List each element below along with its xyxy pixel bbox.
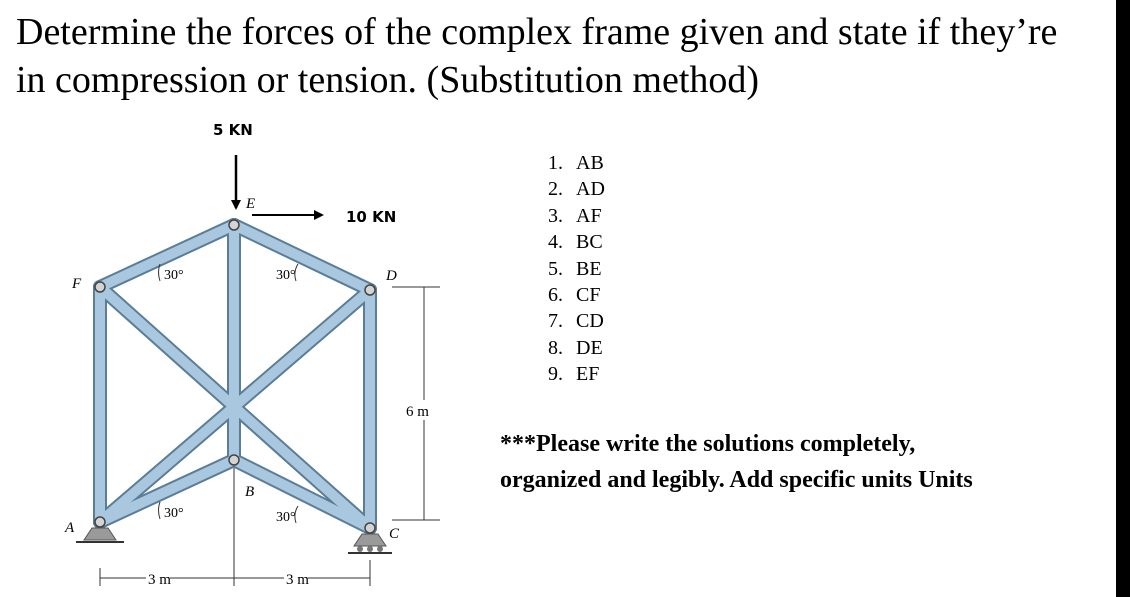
frame-diagram — [0, 0, 480, 597]
angle-bottom-mid: 30° — [276, 510, 296, 525]
list-item: 7. CD — [548, 310, 604, 333]
angle-bottom-left: 30° — [164, 506, 184, 521]
height-label: 6 m — [406, 404, 429, 420]
member-de — [234, 225, 370, 290]
pin-e — [229, 220, 239, 230]
load-10kn-label: 10 KN — [346, 208, 397, 226]
joint-label-b: B — [245, 484, 255, 500]
pin-f — [95, 282, 105, 292]
members — [100, 225, 370, 528]
list-item: 4. BC — [548, 231, 603, 254]
pin-b — [229, 455, 239, 465]
right-span-label: 3 m — [286, 572, 309, 588]
joint-label-a: A — [65, 520, 75, 536]
note-line-1: ***Please write the solutions completely, — [500, 431, 916, 457]
list-item: 3. AF — [548, 204, 602, 227]
instructions-note — [500, 426, 973, 498]
load-5kn-label: 5 KN — [213, 121, 253, 139]
list-item: 6. CF — [548, 284, 601, 307]
support-a — [76, 528, 124, 542]
angle-top-left: 30° — [164, 268, 184, 283]
title-line-1: Determine the forces of the complex frame given and state if they’re — [16, 11, 1058, 53]
pin-c — [365, 523, 375, 533]
list-item: 8. DE — [548, 336, 603, 359]
list-item: 9. EF — [548, 363, 600, 386]
members-list — [548, 150, 605, 388]
pin-d — [365, 285, 375, 295]
joint-label-e: E — [246, 196, 256, 212]
left-span-label: 3 m — [148, 572, 171, 588]
right-edge-bar — [1116, 0, 1130, 597]
joint-label-d: D — [386, 268, 397, 284]
list-item: 2. AD — [548, 178, 605, 201]
title-line-2: in compression or tension. (Substitution method) — [16, 59, 760, 101]
list-item: 5. BE — [548, 257, 602, 280]
list-item: 1. AB — [548, 152, 604, 174]
note-line-2: organized and legibly. Add specific units Units — [500, 467, 973, 493]
joint-label-c: C — [389, 526, 400, 542]
angle-top-mid: 30° — [276, 268, 296, 283]
joint-label-f: F — [72, 276, 82, 292]
support-c — [348, 534, 392, 553]
pin-a — [95, 517, 105, 527]
